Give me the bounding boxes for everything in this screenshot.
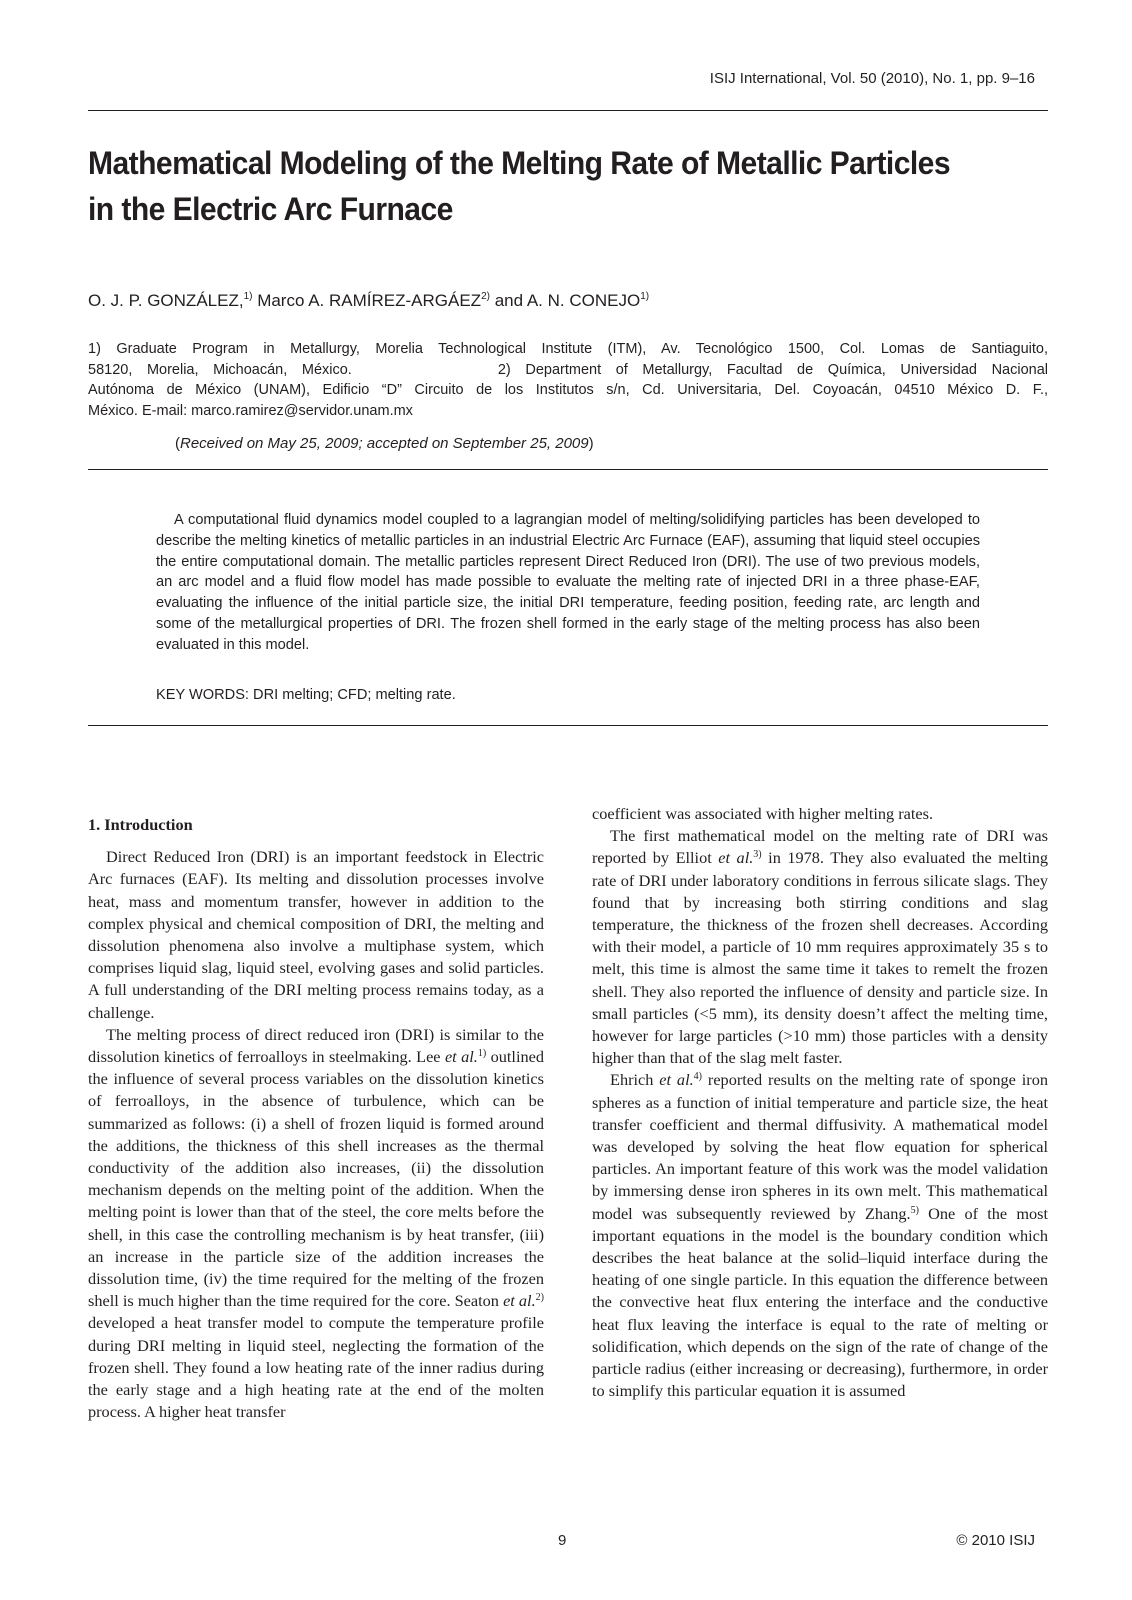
intro-paragraph-1: Direct Reduced Iron (DRI) is an important feedstock in Electric Arc furnaces (EAF). Its melting and dissolution processes involve heat, mass and momentum transfer, however in addition to the complex physical and chemical composition of DRI, the melting and dissolution phenomena also involve a multiphase system, which comprises liquid slag, liquid steel, evolving gases and solid particles. A full understanding of the DRI melting process remains today, as a challenge. <box>88 847 544 1022</box>
affiliation-line-3: Autónoma de México (UNAM), Edificio “D” Circuito de los Institutos s/n, Cd. Universitaria, Del. Coyoacán, 04510 México D. F., <box>88 382 1048 399</box>
affiliation-line-1: 1) Graduate Program in Metallurgy, Morelia Technological Institute (ITM), Av. Tecnológico 1500, Col. Lomas de Santiaguito, <box>88 341 1048 357</box>
right-paragraph-2: Ehrich et al.$^{4)}$ reported results on the melting rate of sponge iron spheres as a function of initial temperature and particle size, the heat transfer coefficient and thermal diffusivity. A mathematical model was developed by solving the heat flow equation for spherical particles. An important feature of this work was the model validation by immersing dense iron spheres in its own melt. This mathematical model was subsequently reviewed by Zhang.$^{5)}$ One of the most important equations in the model is the boundary condition which describes the heat balance at the solid–liquid interface during the heating of one single particle. In this equation the difference between the convective heat flux entering the interface and the conductive heat flux leaving the interface is equal to the rate of melting or solidification, which depends on the sign of the rate of change of the particle radius (either increasing or decreasing), furthermore, in order to simplify this particular equation it is assumed <box>592 1070 1048 1401</box>
header-rule <box>88 110 1048 111</box>
author-1: O. J. P. GONZÁLEZ, <box>88 291 244 310</box>
affiliation-line-4: México. E-mail: marco.ramirez@servidor.unam.mx <box>88 402 413 419</box>
paper-title <box>88 140 990 232</box>
right-column <box>592 803 1048 1402</box>
author-2: Marco A. RAMÍREZ-ARGÁEZ <box>252 291 482 310</box>
title-line-2: in the Electric Arc Furnace <box>88 191 453 227</box>
right-paragraph-1: The first mathematical model on the melting rate of DRI was reported by Elliot et al.$^{3)}$ in 1978. They also evaluated the melting rate of DRI under laboratory conditions in ferrous silicate slags. They found that by increasing both stirring conditions and slag temperature, the thickness of the frozen shell decreases. According with their model, a particle of 10 mm requires approximately 35 s to melt, this time is almost the same time it takes to remelt the frozen shell. They also reported the influence of density and particle size. In small particles (<5 mm), its density doesn’t affect the melting time, however for large particles (>10 mm) those particles with a density higher than that of the slag melt faster. <box>592 826 1048 1068</box>
author-3: and A. N. CONEJO <box>489 291 641 310</box>
abstract-bottom-rule <box>88 725 1048 726</box>
left-column <box>88 814 544 1423</box>
received-date: (Received on May 25, 2009; accepted on September 25, 2009) <box>175 435 594 452</box>
author-2-affil: 2) <box>481 291 490 302</box>
page-number: 9 <box>558 1532 567 1549</box>
copyright: © 2010 ISIJ <box>956 1532 1035 1549</box>
author-1-affil: 1) <box>243 291 253 302</box>
journal-reference: ISIJ International, Vol. 50 (2010), No. 1, pp. 9–16 <box>709 70 1035 87</box>
abstract: A computational fluid dynamics model coupled to a lagrangian model of melting/solidifying particles has been developed to describe the melting kinetics of metallic particles in an industrial Electric Arc Furnace (EAF), assuming that liquid steel occupies the entire computational domain. The metallic particles represent Direct Reduced Iron (DRI). The use of two previous models, an arc model and a fluid flow model has made possible to evaluate the melting rate of injected DRI in a three phase-EAF, evaluating the influence of the initial particle size, the initial DRI temperature, feeding position, feeding rate, arc length and some of the metallurgical properties of DRI. The frozen shell formed in the early stage of the melting process has also been evaluated in this model. <box>156 512 980 653</box>
author-3-affil: 1) <box>640 291 650 302</box>
section-heading-introduction: 1. Introduction <box>88 815 193 834</box>
intro-paragraph-2: The melting process of direct reduced iron (DRI) is similar to the dissolution kinetics of ferroalloys in steelmaking. Lee et al.$^{1)}$ outlined the influence of several process variables on the dissolution kinetics of ferroalloys, in the absence of turbulence, which can be summarized as follows: (i) a shell of frozen liquid is formed around the additions, the thickness of this shell increases as the thermal conductivity of the addition also increases, (ii) the dissolution mechanism depends on the melting point of the addition. When the melting point is lower than that of the steel, the core melts before the shell, in this case the controlling mechanism is by heat transfer, (iii) an increase in the particle size of the addition increases the dissolution time, (iv) the time required for the melting of the frozen shell is much higher than the time required for the core. Seaton et al.$^{2)}$ developed a heat transfer model to compute the temperature profile during DRI melting in liquid steel, neglecting the formation of the frozen shell. They found a low heating rate of the inner radius during the early stage and a high heating rate at the end of the molten process. A higher heat transfer <box>88 1024 544 1422</box>
keywords: KEY WORDS: DRI melting; CFD; melting rate. <box>156 687 456 703</box>
affiliations <box>88 339 1048 421</box>
affiliation-line-2: 58120, Morelia, Michoacán, México. 2) Department of Metallurgy, Facultad de Química, Universidad Nacional <box>88 361 1048 378</box>
abstract-top-rule <box>88 469 1048 470</box>
author-list <box>88 291 649 311</box>
title-line-1: Mathematical Modeling of the Melting Rate of Metallic Particles <box>88 145 951 181</box>
right-paragraph-continued: coefficient was associated with higher melting rates. <box>592 804 934 823</box>
received-text: Received on May 25, 2009; accepted on September 25, 2009 <box>180 435 589 452</box>
